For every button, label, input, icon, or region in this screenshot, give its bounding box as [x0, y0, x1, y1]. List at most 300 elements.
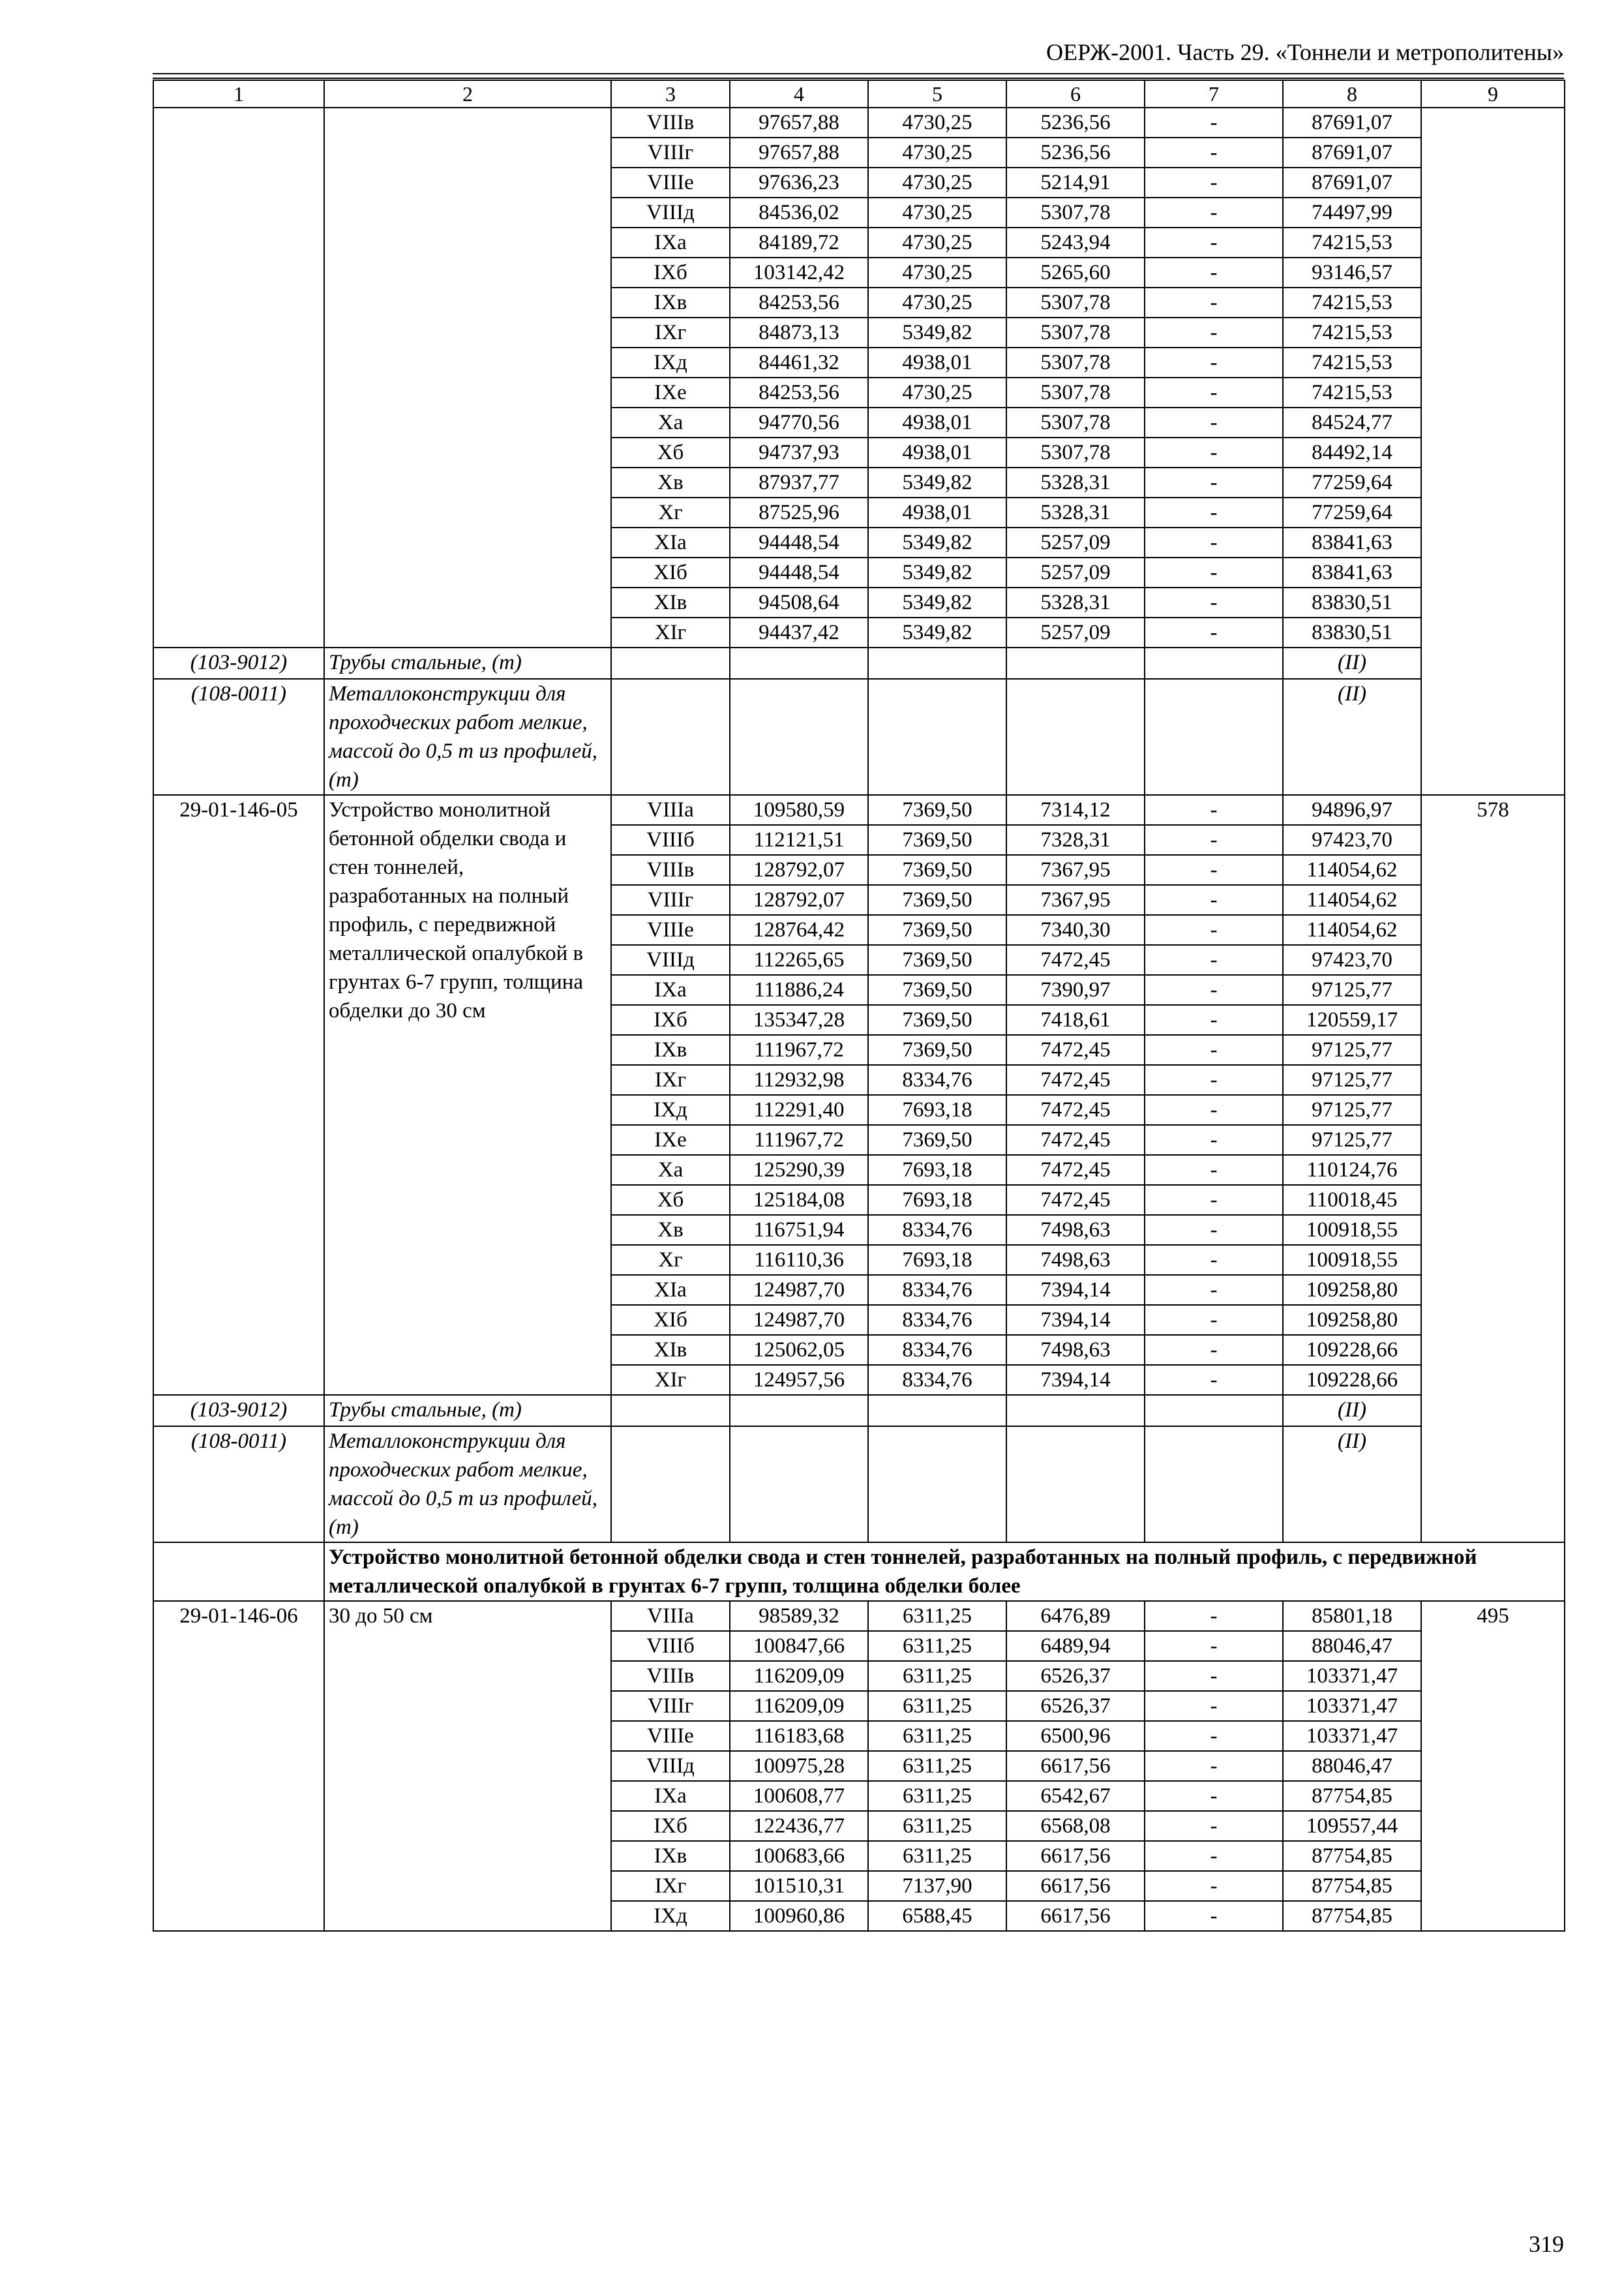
value-cell: 120559,17: [1283, 1005, 1421, 1035]
value-cell: 84461,32: [730, 348, 868, 378]
value-cell: 112291,40: [730, 1095, 868, 1125]
value-cell: 5349,82: [868, 528, 1006, 558]
header-rule-second: [153, 78, 1564, 79]
value-cell: 100918,55: [1283, 1215, 1421, 1245]
value-cell: 125290,39: [730, 1155, 868, 1185]
region-cell: XIа: [611, 1275, 730, 1305]
value-cell: -: [1145, 1841, 1283, 1871]
value-cell: 6476,89: [1006, 1601, 1145, 1631]
empty-cell: [1006, 679, 1145, 795]
region-cell: XIб: [611, 1305, 730, 1335]
value-cell: 109557,44: [1283, 1811, 1421, 1841]
value-cell: -: [1145, 1035, 1283, 1065]
value-cell: 116110,36: [730, 1245, 868, 1275]
region-cell: Xб: [611, 438, 730, 468]
region-cell: IXг: [611, 1065, 730, 1095]
value-cell: 7472,45: [1006, 1185, 1145, 1215]
resource-code: (108-0011): [153, 1426, 324, 1542]
value-cell: 87691,07: [1283, 138, 1421, 168]
value-cell: 100683,66: [730, 1841, 868, 1871]
value-cell: 8334,76: [868, 1065, 1006, 1095]
value-cell: 112265,65: [730, 945, 868, 975]
value-cell: -: [1145, 258, 1283, 288]
value-cell: 7367,95: [1006, 855, 1145, 885]
region-cell: IXд: [611, 1901, 730, 1931]
value-cell: 7418,61: [1006, 1005, 1145, 1035]
value-cell: -: [1145, 1245, 1283, 1275]
value-cell: 6311,25: [868, 1661, 1006, 1691]
region-cell: VIIIе: [611, 168, 730, 198]
value-cell: 4730,25: [868, 228, 1006, 258]
value-cell: -: [1145, 825, 1283, 855]
resource-name: Металлоконструкции для проходческих работ мелкие, массой до 0,5 т из профилей, (т): [324, 1426, 611, 1542]
value-cell: 5307,78: [1006, 438, 1145, 468]
value-cell: 128792,07: [730, 855, 868, 885]
value-cell: 94737,93: [730, 438, 868, 468]
value-cell: 84253,56: [730, 378, 868, 408]
value-cell: 5307,78: [1006, 288, 1145, 318]
resource-name: Трубы стальные, (т): [324, 1395, 611, 1426]
empty-cell: [868, 648, 1006, 679]
value-cell: 7693,18: [868, 1155, 1006, 1185]
region-cell: XIв: [611, 1335, 730, 1365]
value-cell: 5349,82: [868, 468, 1006, 498]
resource-code: (108-0011): [153, 679, 324, 795]
value-cell: 114054,62: [1283, 855, 1421, 885]
code-cell: 29-01-146-06: [153, 1601, 324, 1931]
value-cell: 97125,77: [1283, 1095, 1421, 1125]
value-cell: 111967,72: [730, 1035, 868, 1065]
value-cell: 94448,54: [730, 558, 868, 588]
value-cell: -: [1145, 1901, 1283, 1931]
empty-cell: [730, 679, 868, 795]
region-cell: VIIIг: [611, 885, 730, 915]
table-row: [153, 108, 1565, 138]
value-cell: 116751,94: [730, 1215, 868, 1245]
value-cell: 74497,99: [1283, 198, 1421, 228]
empty-cell: [1145, 1395, 1283, 1426]
region-cell: IXг: [611, 1871, 730, 1901]
region-cell: VIIIа: [611, 795, 730, 825]
value-cell: -: [1145, 378, 1283, 408]
value-cell: 4938,01: [868, 438, 1006, 468]
value-cell: 84253,56: [730, 288, 868, 318]
value-cell: 4730,25: [868, 168, 1006, 198]
name-cell: 30 до 50 см: [324, 1601, 611, 1931]
empty-cell: [611, 1395, 730, 1426]
value-cell: 97125,77: [1283, 975, 1421, 1005]
value-cell: 4938,01: [868, 408, 1006, 438]
value-cell: 7394,14: [1006, 1275, 1145, 1305]
resource-row: [153, 679, 1565, 795]
value-cell: 100847,66: [730, 1631, 868, 1661]
value-cell: 109228,66: [1283, 1365, 1421, 1395]
value-cell: -: [1145, 855, 1283, 885]
region-cell: VIIIб: [611, 1631, 730, 1661]
index-cell: [1421, 108, 1565, 795]
value-cell: 7390,97: [1006, 975, 1145, 1005]
value-cell: 74215,53: [1283, 348, 1421, 378]
value-cell: 5214,91: [1006, 168, 1145, 198]
value-cell: 114054,62: [1283, 915, 1421, 945]
header-rule: [153, 73, 1564, 74]
value-cell: 84492,14: [1283, 438, 1421, 468]
value-cell: 6311,25: [868, 1781, 1006, 1811]
value-cell: 125062,05: [730, 1335, 868, 1365]
value-cell: -: [1145, 498, 1283, 528]
value-cell: 5243,94: [1006, 228, 1145, 258]
empty-cell: [868, 1395, 1006, 1426]
column-number: 1: [153, 80, 324, 108]
value-cell: -: [1145, 228, 1283, 258]
name-cell: Устройство монолитной бетонной обделки свода и стен тоннелей, разработанных на полный профиль, с передвижной металлической опалубкой в грунтах 6-7 групп, толщина обделки до 30 см: [324, 795, 611, 1395]
region-cell: VIIIд: [611, 945, 730, 975]
code-cell: [153, 108, 324, 648]
value-cell: 5307,78: [1006, 318, 1145, 348]
value-cell: 6311,25: [868, 1811, 1006, 1841]
value-cell: 103371,47: [1283, 1721, 1421, 1751]
value-cell: 5328,31: [1006, 468, 1145, 498]
value-cell: 5265,60: [1006, 258, 1145, 288]
value-cell: 5349,82: [868, 318, 1006, 348]
value-cell: 7472,45: [1006, 1065, 1145, 1095]
value-cell: -: [1145, 318, 1283, 348]
value-cell: 4730,25: [868, 378, 1006, 408]
value-cell: 6617,56: [1006, 1841, 1145, 1871]
value-cell: 5236,56: [1006, 108, 1145, 138]
region-cell: VIIIб: [611, 825, 730, 855]
resource-value: (II): [1283, 648, 1421, 679]
value-cell: 6500,96: [1006, 1721, 1145, 1751]
resource-name: Трубы стальные, (т): [324, 648, 611, 679]
value-cell: -: [1145, 1781, 1283, 1811]
table-row: [153, 795, 1565, 825]
value-cell: -: [1145, 108, 1283, 138]
region-cell: VIIIа: [611, 1601, 730, 1631]
value-cell: 5236,56: [1006, 138, 1145, 168]
value-cell: 7472,45: [1006, 1125, 1145, 1155]
value-cell: 4938,01: [868, 498, 1006, 528]
value-cell: 87691,07: [1283, 168, 1421, 198]
value-cell: 110124,76: [1283, 1155, 1421, 1185]
value-cell: -: [1145, 408, 1283, 438]
value-cell: -: [1145, 1871, 1283, 1901]
region-cell: Xв: [611, 1215, 730, 1245]
value-cell: 6311,25: [868, 1751, 1006, 1781]
value-cell: 7369,50: [868, 915, 1006, 945]
value-cell: 7472,45: [1006, 1035, 1145, 1065]
region-cell: IXб: [611, 258, 730, 288]
value-cell: -: [1145, 348, 1283, 378]
value-cell: 7693,18: [868, 1245, 1006, 1275]
value-cell: 94770,56: [730, 408, 868, 438]
value-cell: 7472,45: [1006, 1155, 1145, 1185]
value-cell: 112932,98: [730, 1065, 868, 1095]
value-cell: 87525,96: [730, 498, 868, 528]
value-cell: 84524,77: [1283, 408, 1421, 438]
empty-cell: [730, 1426, 868, 1542]
value-cell: -: [1145, 1811, 1283, 1841]
value-cell: -: [1145, 1365, 1283, 1395]
empty-cell: [730, 1395, 868, 1426]
empty-cell: [1145, 648, 1283, 679]
value-cell: 100960,86: [730, 1901, 868, 1931]
value-cell: 6311,25: [868, 1631, 1006, 1661]
value-cell: 114054,62: [1283, 885, 1421, 915]
value-cell: -: [1145, 1661, 1283, 1691]
value-cell: 6311,25: [868, 1841, 1006, 1871]
region-cell: IXа: [611, 975, 730, 1005]
region-cell: Xа: [611, 408, 730, 438]
resource-row: [153, 1395, 1565, 1426]
value-cell: 103371,47: [1283, 1691, 1421, 1721]
value-cell: 5349,82: [868, 558, 1006, 588]
value-cell: 4730,25: [868, 288, 1006, 318]
value-cell: -: [1145, 975, 1283, 1005]
value-cell: 98589,32: [730, 1601, 868, 1631]
value-cell: -: [1145, 1215, 1283, 1245]
value-cell: 7394,14: [1006, 1305, 1145, 1335]
table-row: [153, 1601, 1565, 1631]
value-cell: 124987,70: [730, 1275, 868, 1305]
empty-cell: [1145, 1426, 1283, 1542]
empty-cell: [153, 1542, 324, 1601]
region-cell: IXб: [611, 1811, 730, 1841]
value-cell: 6311,25: [868, 1721, 1006, 1751]
value-cell: 87754,85: [1283, 1871, 1421, 1901]
value-cell: 97125,77: [1283, 1065, 1421, 1095]
region-cell: IXб: [611, 1005, 730, 1035]
value-cell: 6311,25: [868, 1691, 1006, 1721]
value-cell: 94896,97: [1283, 795, 1421, 825]
region-cell: Xг: [611, 498, 730, 528]
value-cell: 8334,76: [868, 1215, 1006, 1245]
column-number-row: [153, 80, 1565, 108]
value-cell: 5307,78: [1006, 408, 1145, 438]
value-cell: -: [1145, 1751, 1283, 1781]
value-cell: 97125,77: [1283, 1035, 1421, 1065]
page-header: ОЕРЖ-2001. Часть 29. «Тоннели и метрополитены»: [1046, 39, 1564, 65]
code-cell: 29-01-146-05: [153, 795, 324, 1395]
value-cell: 116209,09: [730, 1661, 868, 1691]
value-cell: 7498,63: [1006, 1215, 1145, 1245]
empty-cell: [611, 1426, 730, 1542]
region-cell: VIIIв: [611, 855, 730, 885]
value-cell: 94437,42: [730, 618, 868, 648]
region-cell: XIб: [611, 558, 730, 588]
column-number: 8: [1283, 80, 1421, 108]
value-cell: 7137,90: [868, 1871, 1006, 1901]
value-cell: 6526,37: [1006, 1661, 1145, 1691]
value-cell: -: [1145, 1305, 1283, 1335]
value-cell: 125184,08: [730, 1185, 868, 1215]
value-cell: 100975,28: [730, 1751, 868, 1781]
value-cell: 85801,18: [1283, 1601, 1421, 1631]
value-cell: 97423,70: [1283, 825, 1421, 855]
value-cell: -: [1145, 915, 1283, 945]
value-cell: -: [1145, 1721, 1283, 1751]
empty-cell: [868, 679, 1006, 795]
value-cell: -: [1145, 1601, 1283, 1631]
value-cell: 5307,78: [1006, 348, 1145, 378]
value-cell: 8334,76: [868, 1305, 1006, 1335]
value-cell: 110018,45: [1283, 1185, 1421, 1215]
empty-cell: [868, 1426, 1006, 1542]
value-cell: 4730,25: [868, 108, 1006, 138]
value-cell: 84189,72: [730, 228, 868, 258]
column-number: 4: [730, 80, 868, 108]
value-cell: 87691,07: [1283, 108, 1421, 138]
value-cell: 97423,70: [1283, 945, 1421, 975]
index-cell: 495: [1421, 1601, 1565, 1931]
value-cell: 5257,09: [1006, 618, 1145, 648]
region-cell: IXг: [611, 318, 730, 348]
value-cell: 97636,23: [730, 168, 868, 198]
value-cell: 83841,63: [1283, 558, 1421, 588]
value-cell: 116183,68: [730, 1721, 868, 1751]
value-cell: 100918,55: [1283, 1245, 1421, 1275]
group-title: Устройство монолитной бетонной обделки свода и стен тоннелей, разработанных на полный профиль, с передвижной металлической опалубкой в грунтах 6-7 групп, толщина обделки более: [324, 1542, 1565, 1601]
value-cell: -: [1145, 1185, 1283, 1215]
value-cell: 74215,53: [1283, 228, 1421, 258]
value-cell: 112121,51: [730, 825, 868, 855]
value-cell: 97657,88: [730, 108, 868, 138]
value-cell: 7314,12: [1006, 795, 1145, 825]
region-cell: XIв: [611, 588, 730, 618]
value-cell: 128764,42: [730, 915, 868, 945]
value-cell: 111886,24: [730, 975, 868, 1005]
value-cell: 7369,50: [868, 945, 1006, 975]
value-cell: 87754,85: [1283, 1781, 1421, 1811]
value-cell: 124987,70: [730, 1305, 868, 1335]
value-cell: 6617,56: [1006, 1871, 1145, 1901]
column-number: 6: [1006, 80, 1145, 108]
value-cell: 7394,14: [1006, 1365, 1145, 1395]
value-cell: 8334,76: [868, 1365, 1006, 1395]
region-cell: Xв: [611, 468, 730, 498]
column-number: 9: [1421, 80, 1565, 108]
value-cell: -: [1145, 1155, 1283, 1185]
value-cell: 4730,25: [868, 138, 1006, 168]
value-cell: 84536,02: [730, 198, 868, 228]
value-cell: -: [1145, 528, 1283, 558]
empty-cell: [1006, 1426, 1145, 1542]
value-cell: 7498,63: [1006, 1335, 1145, 1365]
region-cell: IXа: [611, 228, 730, 258]
value-cell: 6489,94: [1006, 1631, 1145, 1661]
value-cell: 6568,08: [1006, 1811, 1145, 1841]
region-cell: Xа: [611, 1155, 730, 1185]
region-cell: IXд: [611, 348, 730, 378]
value-cell: 7693,18: [868, 1185, 1006, 1215]
value-cell: -: [1145, 198, 1283, 228]
value-cell: -: [1145, 1065, 1283, 1095]
value-cell: 7340,30: [1006, 915, 1145, 945]
value-cell: 94448,54: [730, 528, 868, 558]
value-cell: -: [1145, 558, 1283, 588]
value-cell: 88046,47: [1283, 1631, 1421, 1661]
resource-value: (II): [1283, 1395, 1421, 1426]
group-title-row: [153, 1542, 1565, 1601]
region-cell: VIIIв: [611, 1661, 730, 1691]
value-cell: -: [1145, 1275, 1283, 1305]
resource-code: (103-9012): [153, 648, 324, 679]
value-cell: 100608,77: [730, 1781, 868, 1811]
price-table: [153, 80, 1565, 1932]
value-cell: 97657,88: [730, 138, 868, 168]
value-cell: 5257,09: [1006, 558, 1145, 588]
empty-cell: [1145, 679, 1283, 795]
value-cell: 7693,18: [868, 1095, 1006, 1125]
value-cell: 6617,56: [1006, 1901, 1145, 1931]
region-cell: XIа: [611, 528, 730, 558]
region-cell: IXв: [611, 1841, 730, 1871]
page-number: 319: [1529, 2231, 1564, 2257]
value-cell: 8334,76: [868, 1335, 1006, 1365]
value-cell: -: [1145, 1125, 1283, 1155]
column-number: 5: [868, 80, 1006, 108]
value-cell: 87754,85: [1283, 1841, 1421, 1871]
resource-value: (II): [1283, 1426, 1421, 1542]
empty-cell: [730, 648, 868, 679]
value-cell: 6542,67: [1006, 1781, 1145, 1811]
region-cell: IXв: [611, 288, 730, 318]
value-cell: 109228,66: [1283, 1335, 1421, 1365]
column-number: 7: [1145, 80, 1283, 108]
value-cell: 6311,25: [868, 1601, 1006, 1631]
resource-value: (II): [1283, 679, 1421, 795]
value-cell: 83830,51: [1283, 588, 1421, 618]
region-cell: VIIIе: [611, 915, 730, 945]
value-cell: 77259,64: [1283, 468, 1421, 498]
value-cell: 111967,72: [730, 1125, 868, 1155]
index-cell: 578: [1421, 795, 1565, 1542]
value-cell: 7472,45: [1006, 1095, 1145, 1125]
region-cell: Xг: [611, 1245, 730, 1275]
region-cell: VIIIд: [611, 1751, 730, 1781]
value-cell: 109580,59: [730, 795, 868, 825]
value-cell: 4730,25: [868, 258, 1006, 288]
value-cell: 97125,77: [1283, 1125, 1421, 1155]
value-cell: 128792,07: [730, 885, 868, 915]
value-cell: 135347,28: [730, 1005, 868, 1035]
value-cell: -: [1145, 885, 1283, 915]
value-cell: -: [1145, 1631, 1283, 1661]
resource-row: [153, 1426, 1565, 1542]
value-cell: 7472,45: [1006, 945, 1145, 975]
value-cell: 6526,37: [1006, 1691, 1145, 1721]
region-cell: IXв: [611, 1035, 730, 1065]
value-cell: 77259,64: [1283, 498, 1421, 528]
value-cell: 116209,09: [730, 1691, 868, 1721]
empty-cell: [1006, 648, 1145, 679]
value-cell: 84873,13: [730, 318, 868, 348]
value-cell: 5349,82: [868, 618, 1006, 648]
value-cell: 103142,42: [730, 258, 868, 288]
value-cell: 7369,50: [868, 1035, 1006, 1065]
value-cell: 6617,56: [1006, 1751, 1145, 1781]
value-cell: 7369,50: [868, 855, 1006, 885]
value-cell: 7498,63: [1006, 1245, 1145, 1275]
empty-cell: [611, 679, 730, 795]
column-number: 2: [324, 80, 611, 108]
value-cell: -: [1145, 1095, 1283, 1125]
value-cell: 74215,53: [1283, 378, 1421, 408]
region-cell: VIIIв: [611, 108, 730, 138]
value-cell: 7369,50: [868, 975, 1006, 1005]
value-cell: 109258,80: [1283, 1305, 1421, 1335]
value-cell: -: [1145, 618, 1283, 648]
